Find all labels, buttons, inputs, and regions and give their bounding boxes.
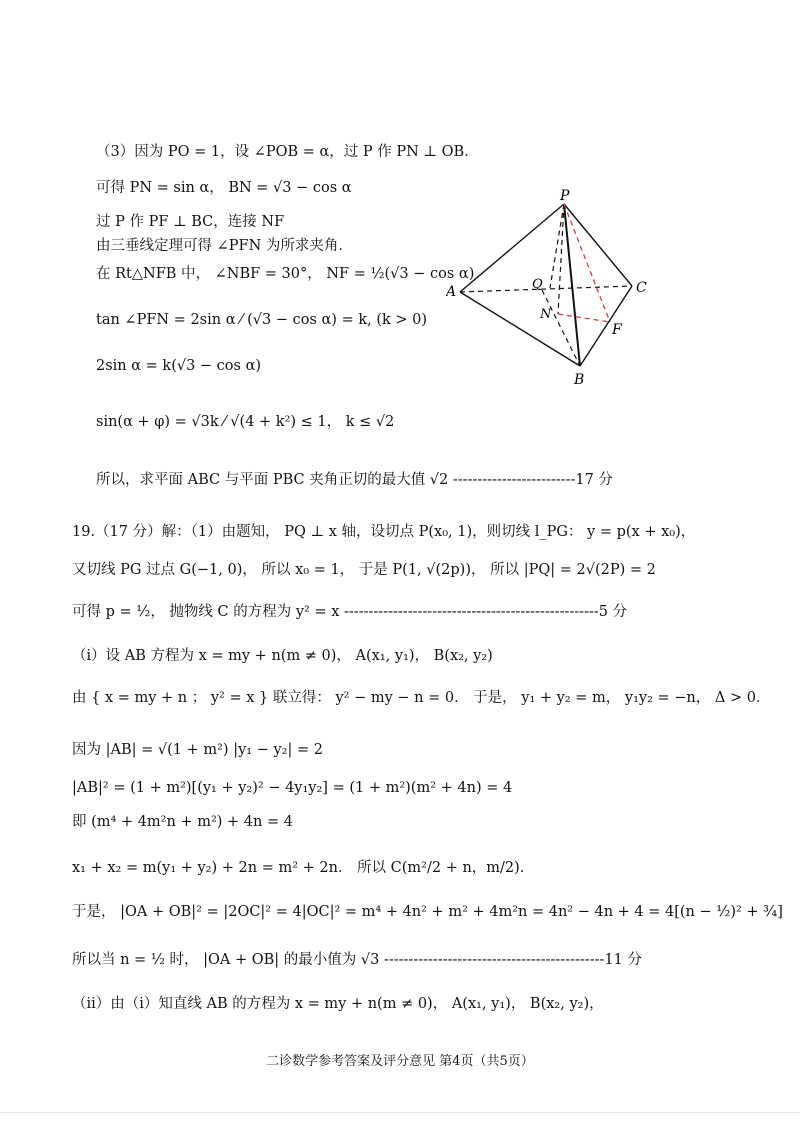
q19-line-7: |AB|² = (1 + m²)[(y₁ + y₂)² − 4y₁y₂] = (1 + m²)(m² + 4n) = 4 bbox=[72, 780, 513, 796]
q19-line-4: （i）设 AB 方程为 x = my + n(m ≠ 0)， A(x₁, y₁)， B(x₂, y₂) bbox=[72, 648, 493, 664]
label-f: F bbox=[612, 322, 622, 338]
q19-line-1: 19.（17 分）解：（1）由题知， PQ ⊥ x 轴，设切点 P(x₀, 1)，则切线 l_PG： y = p(x + x₀)， bbox=[72, 524, 696, 540]
q19-line-8: 即 (m⁴ + 4m²n + m²) + 4n = 4 bbox=[72, 814, 293, 830]
label-a: A bbox=[446, 284, 457, 300]
edge-pa bbox=[460, 204, 564, 292]
segment-po-dashed bbox=[550, 204, 564, 288]
bottom-divider bbox=[0, 1112, 800, 1113]
edge-cb bbox=[580, 286, 632, 366]
part3-line-2: 可得 PN = sin α， BN = √3 − cos α bbox=[96, 180, 352, 196]
part3-line-7: 2sin α = k(√3 − cos α) bbox=[96, 358, 262, 374]
edge-pb bbox=[564, 204, 580, 366]
label-q: Q bbox=[532, 277, 543, 292]
q19-line-12: （ii）由（i）知直线 AB 的方程为 x = my + n(m ≠ 0)， A(x₁, y₁)， B(x₂, y₂)， bbox=[72, 996, 604, 1012]
part3-line-6: tan ∠PFN = 2sin α ⁄ (√3 − cos α) = k, (k > 0) bbox=[96, 312, 428, 328]
segment-nf-red bbox=[558, 314, 610, 322]
label-c: C bbox=[636, 280, 647, 296]
q19-line-6: 因为 |AB| = √(1 + m²) |y₁ − y₂| = 2 bbox=[72, 742, 323, 758]
label-n: N bbox=[540, 307, 552, 322]
q19-line-5: 由 { x = my + n ； y² = x } 联立得： y² − my − n = 0． 于是， y₁ + y₂ = m， y₁y₂ = −n， Δ > 0． bbox=[72, 690, 771, 706]
q19-line-2: 又切线 PG 过点 G(−1, 0)， 所以 x₀ = 1， 于是 P(1, √(2p))， 所以 |PQ| = 2√(2P) = 2 bbox=[72, 562, 656, 578]
edge-pc bbox=[564, 204, 632, 286]
part3-line-5: 在 Rt△NFB 中， ∠NBF = 30°， NF = ½(√3 − cos α) bbox=[96, 266, 475, 282]
q19-line-9: x₁ + x₂ = m(y₁ + y₂) + 2n = m² + 2n． 所以 C(m²/2 + n，m/2)． bbox=[72, 860, 535, 876]
tetrahedron-figure bbox=[446, 188, 686, 388]
edge-ac-dashed bbox=[460, 286, 632, 292]
label-b: B bbox=[574, 372, 585, 388]
part3-line-4: 由三垂线定理可得 ∠PFN 为所求夹角． bbox=[96, 238, 353, 254]
part3-conclusion: 所以，求平面 ABC 与平面 PBC 夹角正切的最大值 √2 -------------------------17 分 bbox=[96, 472, 613, 488]
part3-line-1: （3）因为 PO = 1，设 ∠POB = α，过 P 作 PN ⊥ OB． bbox=[96, 144, 479, 160]
segment-pf-red bbox=[564, 204, 610, 322]
page-footer: 二诊数学参考答案及评分意见 第4页（共5页） bbox=[266, 1054, 534, 1069]
segment-pn-dashed bbox=[558, 204, 564, 314]
part3-line-3: 过 P 作 PF ⊥ BC，连接 NF bbox=[96, 214, 285, 230]
edge-ab bbox=[460, 292, 580, 366]
q19-line-11: 所以当 n = ½ 时， |OA + OB| 的最小值为 √3 ---------------------------------------------11 分 bbox=[72, 952, 642, 968]
q19-line-3: 可得 p = ½， 抛物线 C 的方程为 y² = x ----------------------------------------------------5 分 bbox=[72, 604, 628, 620]
part3-line-8: sin(α + φ) = √3k ⁄ √(4 + k²) ≤ 1， k ≤ √2 bbox=[96, 414, 395, 430]
label-p: P bbox=[560, 188, 570, 204]
q19-line-10: 于是， |OA + OB|² = |2OC|² = 4|OC|² = m⁴ + 4n² + m² + 4m²n = 4n² − 4n + 4 = 4[(n − ½)² + ¾] bbox=[72, 904, 783, 920]
